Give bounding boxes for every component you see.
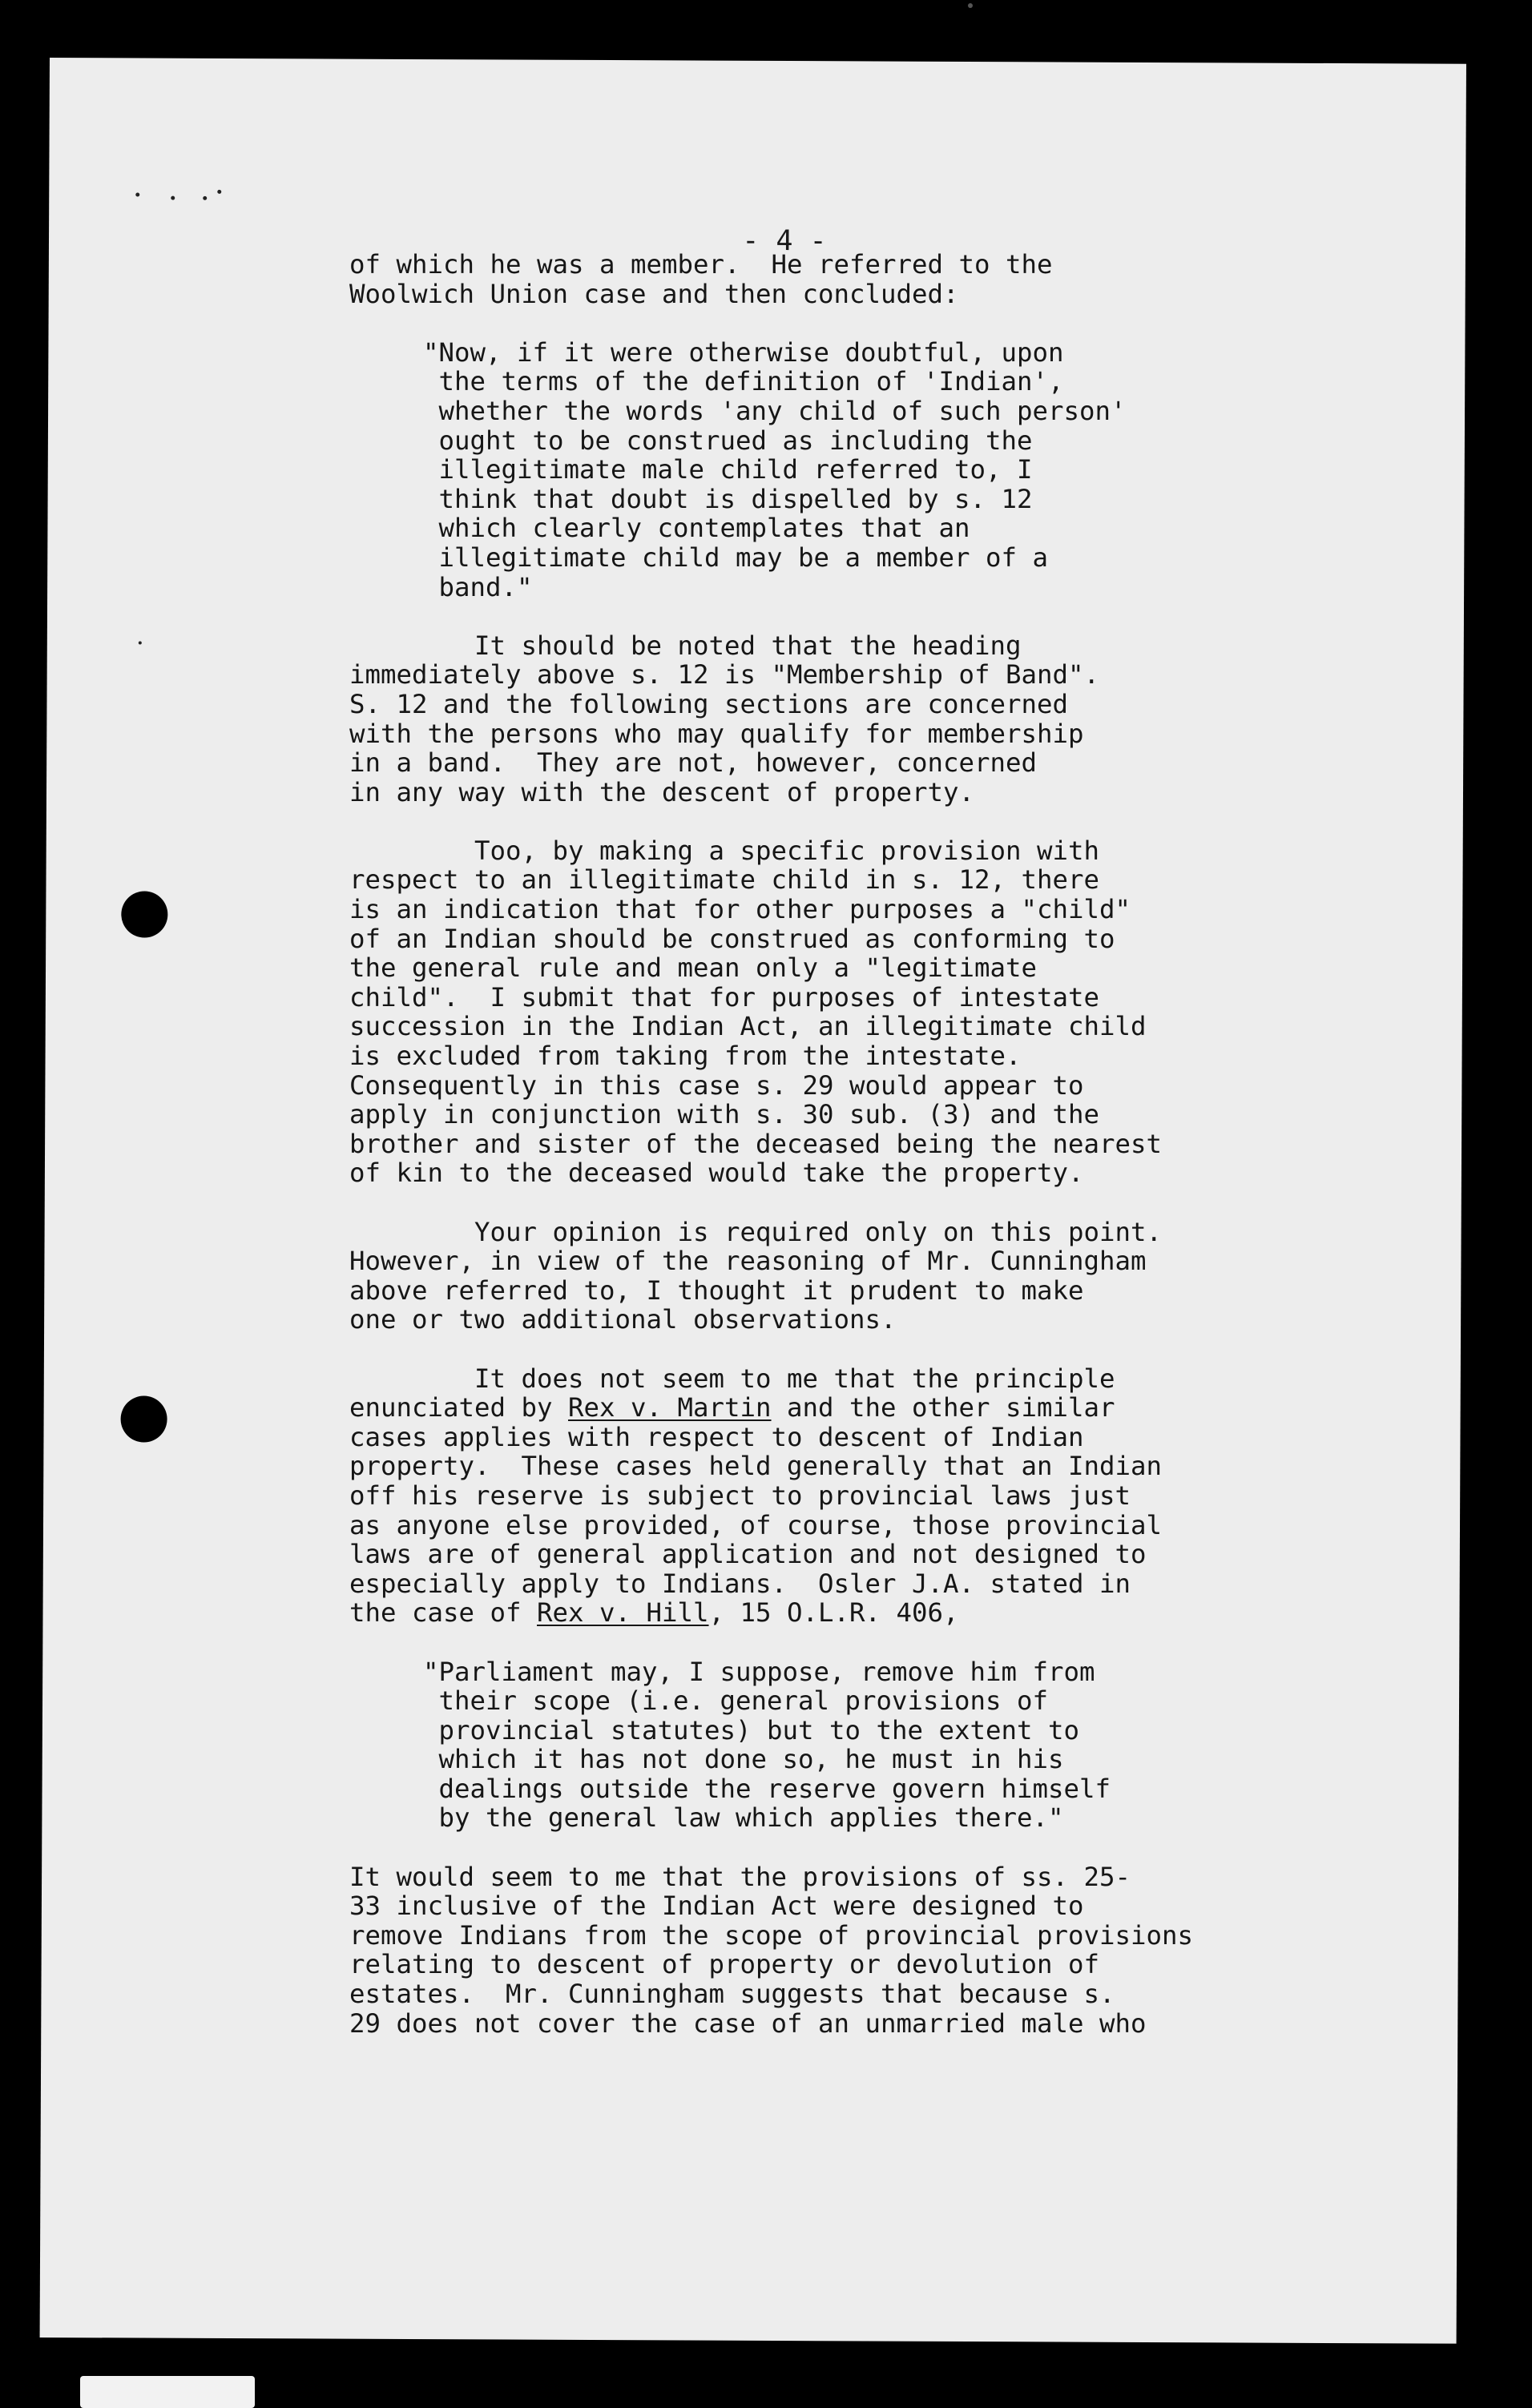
paragraph: [349, 1364, 1351, 1628]
text-line: It would seem to me that the provisions of ss. 25-: [349, 1861, 1131, 1892]
text-line: remove Indians from the scope of provincial provisions: [349, 1919, 1194, 1951]
text-line: Consequently in this case s. 29 would appear to: [349, 1069, 1084, 1101]
text-line: apply in conjunction with s. 30 sub. (3) and the: [349, 1099, 1100, 1130]
punch-hole-upper: [121, 891, 167, 937]
scan-mark: [968, 3, 973, 8]
text-line: one or two additional observations.: [349, 1304, 897, 1335]
text-line: as anyone else provided, of course, those provincial: [349, 1509, 1163, 1540]
text-line: especially apply to Indians. Osler J.A. stated in: [349, 1568, 1131, 1599]
text-line: above referred to, I thought it prudent to make: [349, 1274, 1084, 1306]
text-line: immediately above s. 12 is "Membership of Band".: [349, 659, 1100, 691]
paragraph: [349, 1218, 1351, 1335]
dust-speck: [217, 190, 221, 194]
scan-tab: [80, 2376, 255, 2408]
text-line: is an indication that for other purposes a "child": [349, 894, 1131, 925]
document-body: [349, 250, 1351, 2068]
text-line: their scope (i.e. general provisions of: [423, 1685, 1049, 1717]
text-line: in a band. They are not, however, concerned: [349, 747, 1038, 779]
text-line: by the general law which applies there.": [423, 1802, 1064, 1834]
text-line: Woolwich Union case and then concluded:: [349, 278, 959, 309]
text-line: illegitimate child may be a member of a: [423, 542, 1049, 573]
text-line: cases applies with respect to descent of Indian: [349, 1421, 1084, 1452]
text-line: However, in view of the reasoning of Mr. Cunningham: [349, 1246, 1147, 1277]
text-line: provincial statutes) but to the extent to: [423, 1714, 1080, 1746]
text-line: whether the words 'any child of such person': [423, 395, 1127, 426]
paragraph: [349, 250, 1351, 308]
block-quote: [423, 1657, 1351, 1834]
dust-speck: [135, 192, 139, 196]
text-line: the case of Rex v. Hill, 15 O.L.R. 406,: [349, 1597, 959, 1629]
text-line: 29 does not cover the case of an unmarried male who: [349, 2007, 1147, 2039]
text-line: Too, by making a specific provision with: [349, 835, 1100, 866]
text-line: dealings outside the reserve govern himself: [423, 1773, 1111, 1804]
case-name: Rex v. Hill: [537, 1597, 709, 1629]
text-line: is excluded from taking from the intestate.: [349, 1041, 1022, 1072]
text-line: respect to an illegitimate child in s. 12, there: [349, 864, 1100, 896]
text-line: It does not seem to me that the principle: [349, 1363, 1115, 1394]
text-line: laws are of general application and not designed to: [349, 1539, 1147, 1570]
page-number: - 4 -: [742, 224, 827, 258]
text-line: Your opinion is required only on this point.: [349, 1216, 1163, 1247]
text-line: estates. Mr. Cunningham suggests that because s.: [349, 1979, 1115, 2010]
text-line: with the persons who may qualify for membership: [349, 718, 1084, 749]
punch-hole-lower: [120, 1395, 167, 1442]
text-line: "Now, if it were otherwise doubtful, upon: [423, 336, 1064, 368]
paragraph: [349, 836, 1351, 1188]
dust-speck: [139, 641, 142, 644]
case-name: Rex v. Martin: [568, 1392, 772, 1423]
text-line: S. 12 and the following sections are concerned: [349, 688, 1069, 719]
paragraph: [349, 631, 1351, 807]
text-line: think that doubt is dispelled by s. 12: [423, 483, 1033, 514]
text-line: It should be noted that the heading: [349, 630, 1022, 661]
text-line: enunciated by Rex v. Martin and the other similar: [349, 1392, 1115, 1423]
text-line: brother and sister of the deceased being the nearest: [349, 1128, 1163, 1159]
text-line: of kin to the deceased would take the property.: [349, 1158, 1084, 1189]
text-line: ought to be construed as including the: [423, 425, 1033, 456]
text-line: succession in the Indian Act, an illegitimate child: [349, 1011, 1147, 1042]
text-line: band.": [423, 571, 533, 602]
text-line: of which he was a member. He referred to the: [349, 249, 1053, 280]
text-line: "Parliament may, I suppose, remove him from: [423, 1656, 1095, 1687]
paragraph: [349, 1862, 1351, 2039]
text-line: in any way with the descent of property.: [349, 776, 975, 807]
block-quote: [423, 338, 1351, 602]
text-line: child". I submit that for purposes of intestate: [349, 981, 1100, 1013]
text-line: the general rule and mean only a "legitimate: [349, 952, 1038, 984]
text-line: 33 inclusive of the Indian Act were designed to: [349, 1891, 1084, 1922]
text-line: which clearly contemplates that an: [423, 513, 970, 544]
text-line: which it has not done so, he must in his: [423, 1744, 1064, 1775]
text-line: relating to descent of property or devolution of: [349, 1949, 1100, 1980]
text-line: of an Indian should be construed as conforming to: [349, 923, 1115, 954]
dust-speck: [203, 196, 207, 200]
text-line: illegitimate male child referred to, I: [423, 454, 1033, 485]
text-line: the terms of the definition of 'Indian',: [423, 366, 1064, 397]
text-line: off his reserve is subject to provincial laws just: [349, 1480, 1131, 1511]
dust-speck: [171, 196, 175, 200]
text-line: property. These cases held generally that an Indian: [349, 1451, 1163, 1482]
